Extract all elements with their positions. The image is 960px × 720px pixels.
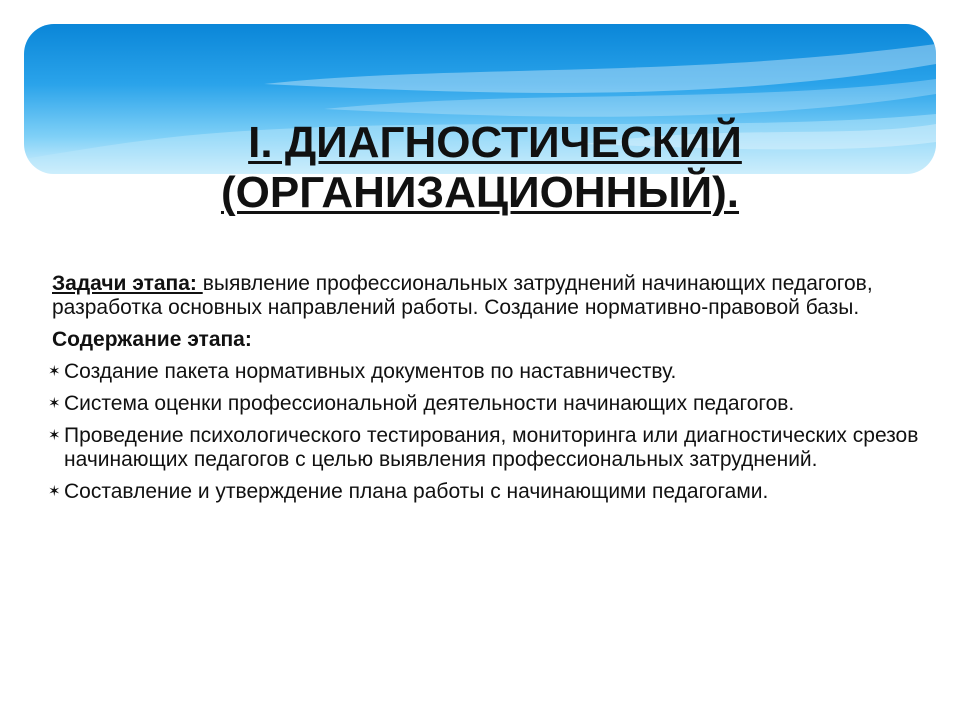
star-bullet-icon: ✶ — [48, 483, 61, 500]
list-item — [48, 360, 932, 384]
tasks-label: Задачи этапа: — [52, 272, 203, 295]
title-line-2: (ОРГАНИЗАЦИОННЫЙ). — [220, 168, 740, 217]
list-item — [48, 480, 932, 504]
star-bullet-icon: ✶ — [48, 363, 61, 380]
list-item-text: Создание пакета нормативных документов по наставничеству. — [64, 360, 677, 383]
tasks-text: выявление профессиональных затруднений начинающих педагогов, разработка основных направлений работы. Создание нормативно-правовой базы. — [52, 272, 873, 319]
star-bullet-icon: ✶ — [48, 427, 61, 444]
content-heading: Содержание этапа: — [52, 328, 252, 351]
list-item-text: Составление и утверждение плана работы с начинающими педагогами. — [64, 480, 769, 503]
title-line-1: I. ДИАГНОСТИЧЕСКИЙ — [248, 118, 742, 167]
list-item-text: Проведение психологического тестирования, мониторинга или диагностических срезов начинающих педагогов с целью выявления профессиональных затруднений. — [64, 424, 919, 471]
list-item-text: Система оценки профессиональной деятельности начинающих педагогов. — [64, 392, 795, 415]
page-title — [0, 118, 960, 218]
tasks-paragraph — [52, 272, 932, 320]
list-item — [48, 424, 932, 472]
slide-body — [48, 272, 932, 512]
list-item — [48, 392, 932, 416]
star-bullet-icon: ✶ — [48, 395, 61, 412]
